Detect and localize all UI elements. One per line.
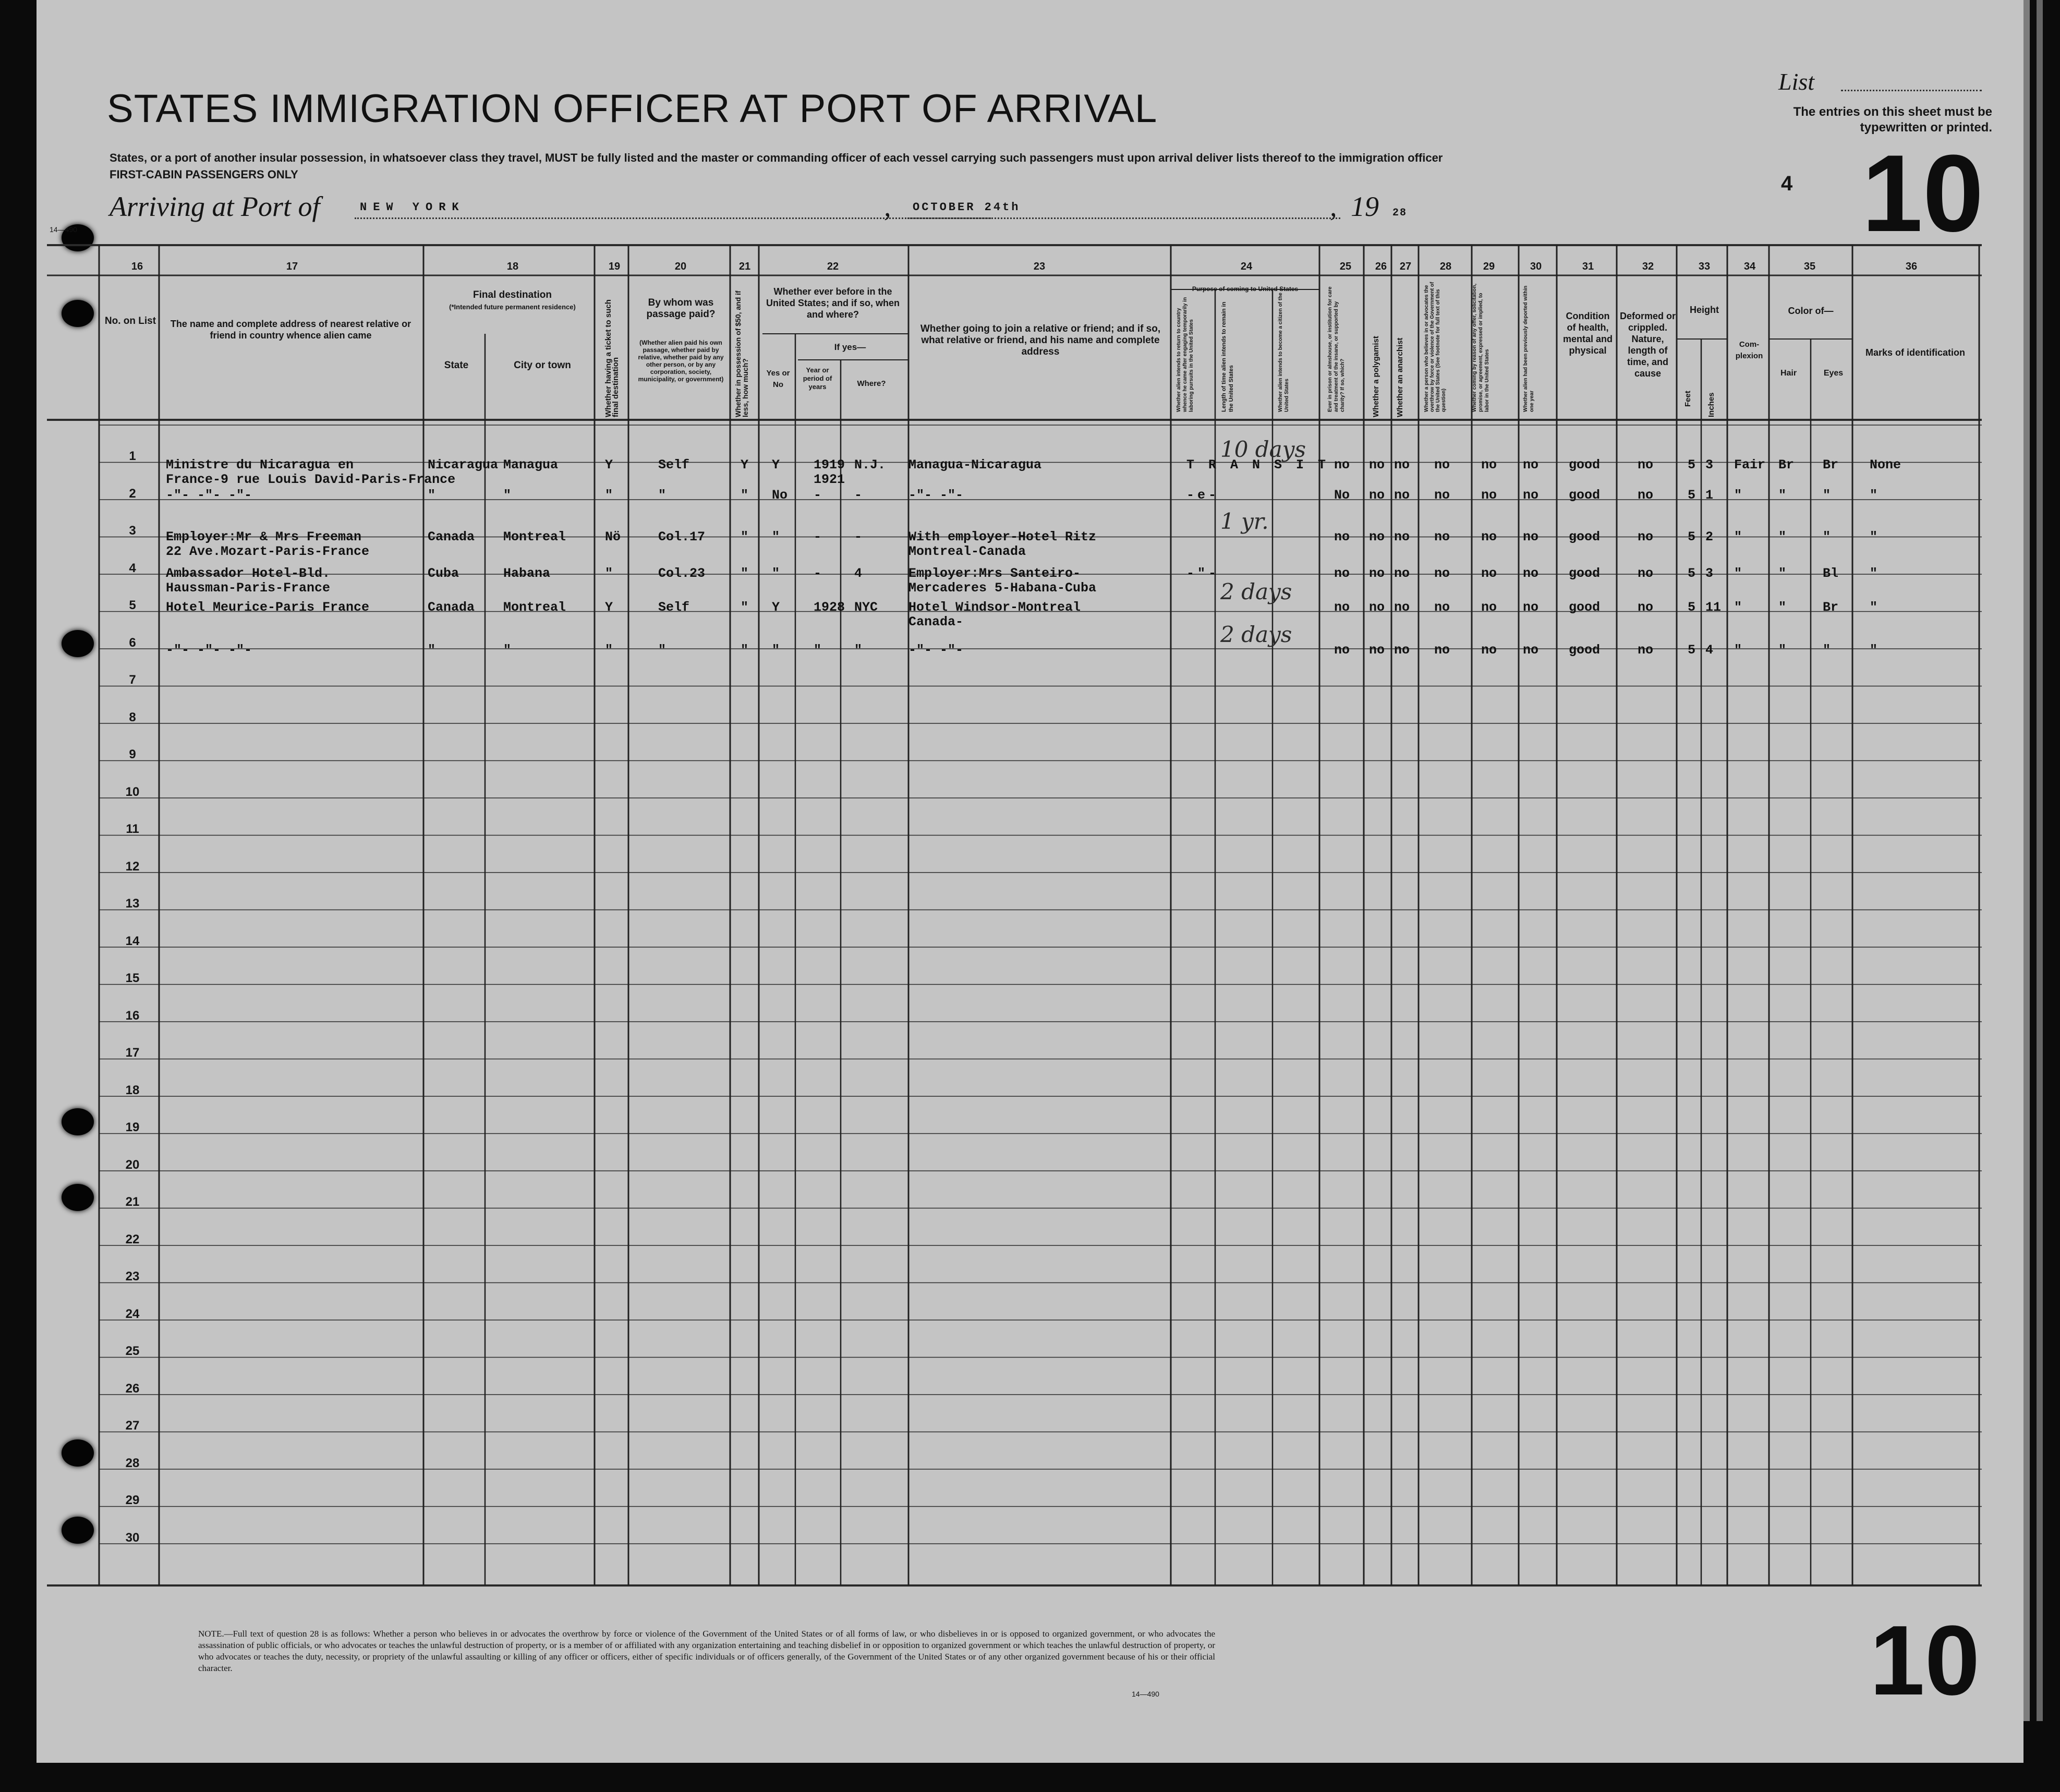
cell-height-feet: 5 [1688,529,1696,544]
cell-joining: Canada- [908,614,964,629]
line-number: 6 [129,635,136,650]
cell-eyes: " [1823,643,1831,658]
cell-ticket: " [605,566,613,581]
head-deformed: Deformed or crippled. Nature, length of time, and cause [1619,311,1676,379]
form-code-bottom: 14—490 [1132,1690,1159,1698]
cell-anarchist: no [1394,529,1410,544]
head-anarchist: Whether an anarchist [1396,337,1404,417]
cell-hair: " [1778,529,1787,544]
cell-dest-city: " [503,643,512,658]
cell-q28: no [1434,529,1450,544]
cell-deported: no [1523,600,1539,615]
cell-joining: Employer:Mrs Santeiro- [908,566,1081,581]
head-hair: Hair [1780,369,1797,378]
line-number: 26 [125,1381,140,1396]
cell-health: good [1569,566,1601,581]
line-number: 25 [125,1344,140,1358]
cell-polygamist: no [1369,488,1385,503]
col-num-35: 35 [1803,261,1816,272]
cell-passage-paid: Self [658,457,690,473]
cell-deported: no [1523,566,1539,581]
col-num-23: 23 [1033,261,1046,272]
cell-dest-city: Montreal [503,600,566,615]
line-number: 30 [125,1530,140,1545]
col-num-30: 30 [1530,261,1542,272]
year-suffix: 28 [1392,207,1408,219]
footnote-q28: NOTE.—Full text of question 28 is as follows: Whether a person who believes in or advocates the overthrow by force or violence of the Government of the United States or of all forms of law, or who disbelieves in or is opposed to organized government, or who advocates the assassination of public officials, or who advocates or teaches the unlawful destruction of property, or is a member of or affiliated with any organization entertaining and teaching disbelief in or opposition to organized government or which teaches the unlawful destruction of property, or who advocates or teaches the duty, necessity, or propriety of the unlawful assaulting or killing of any officer or officers, either of specific individuals or of officers generally, of the Government of the United States or of any other organized government because of his or their official character. [198,1629,1215,1673]
cell-relative-address: Hotel Meurice-Paris France [166,600,370,615]
cell-height-feet: 5 [1688,457,1696,473]
line-number: 10 [125,784,140,799]
cell-money: Y [741,457,749,473]
head-joining: Whether going to join a relative or friend; and if so, what relative or friend, and his name and complete address [920,323,1161,357]
cell-polygamist: no [1369,529,1385,544]
line-number: 18 [125,1083,140,1097]
head-money: Whether in possession of $50, and if less, how much? [734,290,749,417]
cell-before-year: 1921 [814,472,845,487]
col-num-28: 28 [1439,261,1452,272]
cell-joining: -"- -"- [908,488,964,503]
cell-contract: no [1481,566,1497,581]
cell-relative-address: Employer:Mr & Mrs Freeman [166,529,362,544]
cell-height-feet: 5 [1688,600,1696,615]
cell-deformed: no [1638,566,1654,581]
cell-polygamist: no [1369,566,1385,581]
line-number: 1 [129,449,136,463]
line-number: 19 [125,1120,140,1134]
cell-complexion: " [1734,488,1742,503]
head-prison: Ever in prison or almshouse, or institution for care and treatment of the insane, or supported by charity? If so, which? [1327,286,1346,412]
cell-eyes: Br [1823,457,1839,473]
head-no-on-list: No. on List [104,316,156,326]
head-overthrow: Whether a person who believes in or advocates the overthrow by force or violence of the Government of the United States (See footnote for full text of this question) [1424,282,1447,412]
cell-ticket: Y [605,457,613,473]
cell-deported: no [1523,488,1539,503]
line-number: 8 [129,710,136,724]
line-number: 29 [125,1493,140,1507]
col-num-34: 34 [1743,261,1756,272]
line-number: 3 [129,524,136,538]
sheet-small-number: 4 [1781,172,1793,195]
cell-joining: Mercaderes 5-Habana-Cuba [908,580,1097,596]
cell-height-inches: 3 [1705,457,1714,473]
handwritten-remain: 2 days [1220,622,1292,647]
cell-passage-paid: Col.17 [658,529,706,544]
cell-joining: Montreal-Canada [908,544,1026,559]
cell-anarchist: no [1394,600,1410,615]
cell-deformed: no [1638,457,1654,473]
cell-marks: " [1870,643,1878,658]
cell-complexion: " [1734,643,1742,658]
cell-prison: no [1334,643,1350,658]
cell-relative-address: 22 Ave.Mozart-Paris-France [166,544,370,559]
col-num-18: 18 [506,261,519,272]
cell-before-where: - [854,529,863,544]
head-if-yes: If yes— [834,342,866,352]
cell-health: good [1569,488,1601,503]
cell-complexion: " [1734,566,1742,581]
head-height: Height [1690,305,1719,315]
head-year-period: Year or period of years [803,366,832,391]
head-purpose: Purpose of coming to United States [1192,285,1299,293]
cell-passage-paid: Col.23 [658,566,706,581]
cell-before-us: " [772,529,780,544]
line-number: 23 [125,1269,140,1284]
head-before-us: Whether ever before in the United States; and if so, when and where? [766,286,900,320]
year-prefix: 19 [1351,191,1379,222]
cell-money: " [741,643,749,658]
head-eyes: Eyes [1823,369,1844,378]
cell-relative-address: France-9 rue Louis David-Paris-France [166,472,456,487]
cell-contract: no [1481,643,1497,658]
head-where: Where? [857,379,886,388]
cell-q28: no [1434,600,1450,615]
cell-before-where: 4 [854,566,863,581]
footer-big-number: 10 [1870,1605,1980,1716]
cell-prison: no [1334,529,1350,544]
line-number: 27 [125,1419,140,1433]
cell-ticket: Nö [605,529,621,544]
handwritten-remain: 1 yr. [1220,508,1269,534]
cell-eyes: " [1823,488,1831,503]
head-purpose-a: Whether alien intends to return to country whence he came after engaging temporarily in laboring pursuits in the United States [1176,297,1194,412]
cell-ticket: " [605,643,613,658]
cell-polygamist: no [1369,457,1385,473]
cell-hair: Br [1778,457,1795,473]
line-number: 2 [129,486,136,501]
cell-prison: no [1334,600,1350,615]
line-number: 7 [129,673,136,687]
line-number: 20 [125,1157,140,1172]
cell-prison: no [1334,457,1350,473]
cell-passage-paid: " [658,488,667,503]
cell-dest-state: " [428,488,436,503]
cell-marks: " [1870,529,1878,544]
cell-dest-state: Canada [428,529,475,544]
cell-q28: no [1434,488,1450,503]
cell-ticket: Y [605,600,613,615]
line-number: 9 [129,747,136,761]
cell-before-where: - [854,488,863,503]
cell-complexion: " [1734,600,1742,615]
head-condition: Condition of health, mental and physical [1562,311,1613,356]
cell-contract: no [1481,529,1497,544]
cell-deformed: no [1638,600,1654,615]
cell-joining: -"- -"- [908,643,964,658]
cell-height-feet: 5 [1688,566,1696,581]
col-num-29: 29 [1483,261,1495,272]
cell-marks: " [1870,488,1878,503]
cell-relative-address: Haussman-Paris-France [166,580,331,596]
cell-passage-paid: Self [658,600,690,615]
cell-money: " [741,529,749,544]
cell-relative-address: Ministre du Nicaragua en [166,457,354,473]
head-passage-note: (Whether alien paid his own passage, whether paid by relative, whether paid by any other person, or by any corporation, society, municipality, or government) [638,339,724,383]
cell-polygamist: no [1369,600,1385,615]
cell-contract: no [1481,488,1497,503]
handwritten-remain: 10 days [1220,437,1306,462]
cell-purpose: T R A N S I T [1186,457,1329,473]
cell-before-year: " [814,643,822,658]
cell-dest-city: Montreal [503,529,566,544]
cell-q28: no [1434,566,1450,581]
line-number: 5 [129,598,136,612]
line-number: 4 [129,561,136,575]
head-color-of: Color of— [1788,306,1834,316]
head-city: City or town [514,360,571,371]
col-num-36: 36 [1905,261,1918,272]
line-number: 14 [125,934,140,948]
head-final-destination-note: (*Intended future permanent residence) [449,303,576,311]
cell-before-year: 1928 [814,600,845,615]
cell-money: " [741,566,749,581]
col-num-27: 27 [1399,261,1412,272]
cell-q28: no [1434,643,1450,658]
cell-before-year: - [814,488,822,503]
head-marks: Marks of identification [1865,347,1966,358]
cell-joining: Managua-Nicaragua [908,457,1042,473]
line-number: 11 [126,822,139,836]
cell-before-us: Y [772,457,780,473]
cell-height-inches: 3 [1705,566,1714,581]
head-feet: Feet [1683,391,1692,407]
col-num-32: 32 [1642,261,1654,272]
head-complexion: Com-plexion [1735,340,1763,360]
cell-complexion: " [1734,529,1742,544]
cell-dest-city: " [503,488,512,503]
cell-health: good [1569,643,1601,658]
cell-marks: " [1870,566,1878,581]
cell-health: good [1569,600,1601,615]
head-inches: Inches [1707,392,1716,417]
cell-height-inches: 11 [1705,600,1722,615]
line-number: 12 [125,859,140,874]
cell-prison: no [1334,566,1350,581]
cell-anarchist: no [1394,457,1410,473]
header-class: FIRST-CABIN PASSENGERS ONLY [110,168,298,181]
page-title: STATES IMMIGRATION OFFICER AT PORT OF ARRIVAL [107,87,1158,131]
cell-hair: " [1778,566,1787,581]
cell-relative-address: -"- -"- -"- [166,488,252,503]
cell-before-us: No [772,488,788,503]
cell-money: " [741,600,749,615]
cell-deported: no [1523,457,1539,473]
cell-ticket: " [605,488,613,503]
typewritten-note: The entries on this sheet must be typewritten or printed. [1793,105,1992,135]
cell-eyes: Br [1823,600,1839,615]
line-number: 17 [125,1046,140,1060]
head-passage-paid: By whom was passage paid? [646,297,716,320]
head-relative: The name and complete address of nearest relative or friend in country whence alien came [170,319,411,341]
sheet-big-number: 10 [1862,132,1984,255]
cell-anarchist: no [1394,566,1410,581]
cell-dest-city: Habana [503,566,551,581]
cell-height-inches: 4 [1705,643,1714,658]
list-label: List [1778,68,1815,95]
cell-before-where: N.J. [854,457,886,473]
col-num-22: 22 [827,261,839,272]
cell-dest-city: Managua [503,457,559,473]
col-num-26: 26 [1375,261,1387,272]
cell-complexion: Fair [1734,457,1766,473]
cell-deformed: no [1638,488,1654,503]
form-code-top: 14—490 [50,225,77,234]
cell-marks: None [1870,457,1901,473]
cell-marks: " [1870,600,1878,615]
cell-anarchist: no [1394,643,1410,658]
col-num-33: 33 [1698,261,1711,272]
arriving-label: Arriving at Port of [110,191,320,222]
cell-before-year: - [814,566,822,581]
head-deported: Whether alien had been previously deported within one year [1523,285,1535,412]
cell-before-year: 1919 [814,457,845,473]
cell-contract: no [1481,600,1497,615]
head-yes-no: Yes or No [766,369,790,389]
col-num-21: 21 [738,261,751,272]
cell-relative-address: Ambassador Hotel-Bld. [166,566,331,581]
cell-hair: " [1778,488,1787,503]
cell-before-us: Y [772,600,780,615]
cell-dest-state: Canada [428,600,475,615]
col-num-19: 19 [608,261,621,272]
col-num-17: 17 [286,261,298,272]
cell-contract: no [1481,457,1497,473]
cell-before-where: NYC [854,600,878,615]
cell-relative-address: -"- -"- -"- [166,643,252,658]
cell-before-us: " [772,566,780,581]
cell-polygamist: no [1369,643,1385,658]
handwritten-remain: 2 days [1220,579,1292,604]
cell-deformed: no [1638,643,1654,658]
cell-dest-state: " [428,643,436,658]
comma: , [884,191,891,222]
head-state: State [444,360,469,371]
comma-2: , [1330,191,1337,222]
cell-deformed: no [1638,529,1654,544]
line-number: 24 [125,1306,140,1321]
cell-q28: no [1434,457,1450,473]
date-value: OCTOBER 24th [913,201,1021,214]
cell-height-feet: 5 [1688,643,1696,658]
cell-before-us: " [772,643,780,658]
cell-height-inches: 2 [1705,529,1714,544]
line-number: 15 [125,971,140,985]
port-value: NEW YORK [360,201,465,214]
cell-dest-state: Cuba [428,566,459,581]
head-contract: Whether coming by reason of any offer, solicitation, promise, or agreement, expressed or implied, to labor in the United States [1472,283,1490,412]
head-polygamist: Whether a polygamist [1372,336,1380,417]
cell-dest-state: Nicaragua [428,457,499,473]
col-num-24: 24 [1240,261,1253,272]
cell-height-inches: 1 [1705,488,1714,503]
cell-prison: No [1334,488,1350,503]
line-number: 16 [125,1008,140,1023]
cell-passage-paid: " [658,643,667,658]
head-purpose-c: Whether alien intends to become a citizen of the United States [1278,293,1290,412]
head-ticket: Whether having a ticket to such final destination [604,299,620,417]
cell-purpose: -"- [1186,566,1220,581]
cell-joining: With employer-Hotel Ritz [908,529,1097,544]
cell-hair: " [1778,643,1787,658]
line-number: 22 [125,1232,140,1246]
cell-eyes: " [1823,529,1831,544]
cell-health: good [1569,529,1601,544]
col-num-20: 20 [674,261,687,272]
cell-before-year: - [814,529,822,544]
head-purpose-b: Length of time alien intends to remain in the United States [1221,301,1234,412]
line-number: 21 [125,1195,140,1209]
cell-anarchist: no [1394,488,1410,503]
head-final-destination: Final destination [473,289,552,300]
cell-height-feet: 5 [1688,488,1696,503]
cell-joining: Hotel Windsor-Montreal [908,600,1081,615]
cell-health: good [1569,457,1601,473]
cell-money: " [741,488,749,503]
col-num-31: 31 [1582,261,1594,272]
cell-deported: no [1523,643,1539,658]
cell-deported: no [1523,529,1539,544]
col-num-25: 25 [1339,261,1352,272]
cell-hair: " [1778,600,1787,615]
line-number: 28 [125,1456,140,1470]
line-number: 13 [125,897,140,911]
cell-purpose: -e- [1186,488,1220,503]
cell-before-where: " [854,643,863,658]
header-instruction: States, or a port of another insular possession, in whatsoever class they travel, MUST be fully listed and the master or commanding officer of each vessel carrying such passengers must upon arrival deliver lists thereof to the immigration officer [110,151,1443,164]
cell-eyes: Bl [1823,566,1839,581]
col-num-16: 16 [131,261,143,272]
